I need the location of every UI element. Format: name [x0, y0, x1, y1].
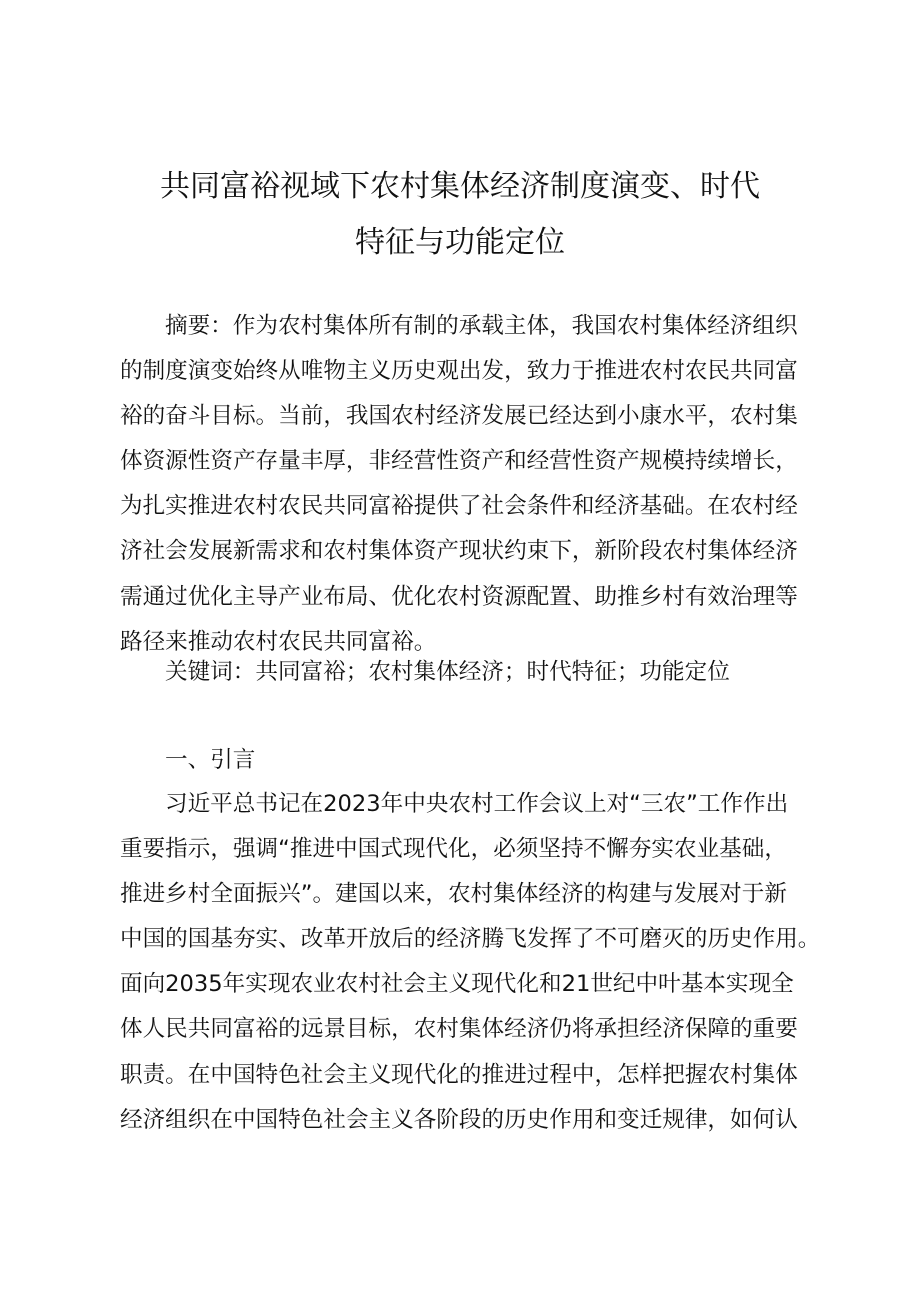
- abstract-line: 路径来推动农村农民共同富裕。: [120, 628, 437, 655]
- paper-title-line-2: 特征与功能定位: [355, 225, 565, 260]
- intro-line: 体人民共同富裕的远景目标，农村集体经济仍将承担经济保障的重要: [120, 1016, 798, 1043]
- abstract-line: 的制度演变始终从唯物主义历史观出发，致力于推进农村农民共同富: [120, 358, 798, 385]
- intro-paragraph: [120, 782, 821, 1143]
- intro-line: 推进乡村全面振兴”。建国以来，农村集体经济的构建与发展对于新: [120, 881, 787, 908]
- intro-line: 重要指示，强调“推进中国式现代化，必须坚持不懈夯实农业基础，: [120, 836, 787, 863]
- abstract-line: 需通过优化主导产业布局、优化农村资源配置、助推乡村有效治理等: [120, 583, 798, 610]
- abstract-line: 体资源性资产存量丰厚，非经营性资产和经营性资产规模持续增长，: [120, 448, 798, 475]
- intro-line: 习近平总书记在2023年中央农村工作会议上对“三农”工作作出: [165, 791, 789, 817]
- abstract-line: 为扎实推进农村农民共同富裕提供了社会条件和经济基础。在农村经: [120, 493, 798, 520]
- abstract-line: 济社会发展新需求和农村集体资产现状约束下，新阶段农村集体经济: [120, 538, 798, 565]
- paper-title-line-1: 共同富裕视域下农村集体经济制度演变、时代: [160, 169, 760, 204]
- intro-line: 中国的国基夯实、改革开放后的经济腾飞发挥了不可磨灭的历史作用。: [120, 926, 821, 953]
- intro-line: 经济组织在中国特色社会主义各阶段的历史作用和变迁规律，如何认: [120, 1106, 798, 1133]
- intro-line: 职责。在中国特色社会主义现代化的推进过程中，怎样把握农村集体: [120, 1061, 798, 1088]
- abstract-line: 裕的奋斗目标。当前，我国农村经济发展已经达到小康水平，农村集: [120, 403, 798, 430]
- abstract-line: 摘要：作为农村集体所有制的承载主体，我国农村集体经济组织: [165, 313, 798, 339]
- abstract-paragraph: [120, 304, 810, 665]
- keywords-line: 关键词：共同富裕；农村集体经济；时代特征；功能定位: [165, 659, 730, 685]
- section-heading: 一、引言: [165, 747, 256, 773]
- intro-line: 面向2035年实现农业农村社会主义现代化和21世纪中叶基本实现全: [120, 971, 794, 998]
